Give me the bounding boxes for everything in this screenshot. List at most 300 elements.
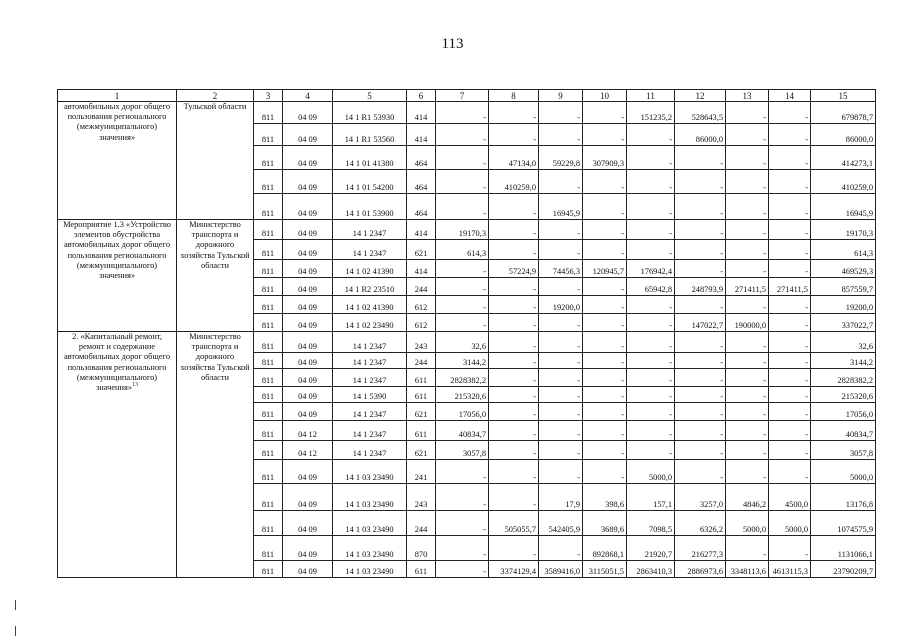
table-cell: - [726,353,769,369]
table-cell: 17056,0 [436,403,489,421]
table-cell: 04 09 [283,511,333,536]
table-cell: 811 [254,146,283,170]
table-cell: 811 [254,484,283,511]
column-header: 15 [811,90,876,102]
table-cell: - [436,296,489,314]
table-cell: 414 [407,124,436,146]
table-cell: 244 [407,511,436,536]
program-name-cell [58,332,177,578]
table-cell: - [726,296,769,314]
table-cell: - [539,369,583,387]
table-cell: - [726,332,769,353]
table-cell: 857559,7 [811,278,876,296]
table-cell: 3115051,5 [583,561,627,578]
table-cell: 04 09 [283,536,333,561]
table-cell: 13176,8 [811,484,876,511]
table-cell: - [627,387,675,403]
table-cell: 3057,8 [436,441,489,460]
column-header: 7 [436,90,489,102]
table-cell: - [489,460,539,484]
table-cell: 621 [407,403,436,421]
table-cell: 14 1 R2 23510 [333,278,407,296]
table-cell: 3589416,0 [539,561,583,578]
table-cell: 86000,0 [675,124,726,146]
table-cell: 16945,9 [539,194,583,220]
table-cell: - [436,561,489,578]
table-cell: 14 1 2347 [333,403,407,421]
table-cell: - [489,314,539,332]
table-cell: - [489,387,539,403]
table-cell: - [769,102,811,124]
table-cell: 57224,9 [489,260,539,278]
table-cell: - [627,170,675,194]
table-cell: - [627,194,675,220]
table-cell: 244 [407,353,436,369]
table-cell: 04 09 [283,102,333,124]
column-header: 3 [254,90,283,102]
table-cell: - [675,369,726,387]
program-name-cell [58,220,177,332]
margin-mark [15,626,16,636]
table-cell: 23790209,7 [811,561,876,578]
margin-mark [15,600,16,610]
table-cell: - [583,102,627,124]
table-cell: - [539,240,583,260]
table-cell: 14 1 2347 [333,441,407,460]
table-cell: - [627,421,675,441]
table-cell: - [769,260,811,278]
table-cell: - [583,278,627,296]
table-cell: - [726,369,769,387]
table-cell: 621 [407,441,436,460]
table-cell: - [436,511,489,536]
table-cell: - [539,102,583,124]
table-cell: 892868,1 [583,536,627,561]
table-cell: - [675,296,726,314]
table-cell: 04 09 [283,296,333,314]
table-cell: 04 09 [283,194,333,220]
table-cell: 271411,5 [769,278,811,296]
responsible-org: Тульской области [177,102,254,220]
table-cell: 04 09 [283,369,333,387]
table-cell: 414 [407,102,436,124]
table-cell: 337022,7 [811,314,876,332]
table-cell: - [769,387,811,403]
table-cell: 414 [407,260,436,278]
table-cell: 243 [407,332,436,353]
table-cell: 14 1 03 23490 [333,511,407,536]
table-cell: 14 1 2347 [333,421,407,441]
table-cell: 811 [254,421,283,441]
table-cell: - [627,314,675,332]
table-cell: 190000,0 [726,314,769,332]
table-cell: - [769,421,811,441]
table-cell: - [436,146,489,170]
table-cell: 611 [407,421,436,441]
budget-table [57,89,876,578]
table-cell: - [769,194,811,220]
table-cell: - [726,460,769,484]
table-cell: 14 1 03 23490 [333,484,407,511]
table-cell: 147022,7 [675,314,726,332]
table-cell: - [675,260,726,278]
table-cell: - [675,220,726,240]
table-cell: - [769,170,811,194]
table-cell: 528643,5 [675,102,726,124]
table-cell: 621 [407,240,436,260]
table-cell: 04 09 [283,124,333,146]
table-cell: 14 1 02 41390 [333,260,407,278]
table-cell: - [436,260,489,278]
table-cell: 611 [407,369,436,387]
table-cell: - [726,441,769,460]
page-number: 113 [441,36,464,52]
table-cell: 74456,3 [539,260,583,278]
table-cell: 679878,7 [811,102,876,124]
table-cell: - [726,260,769,278]
table-cell: 414273,1 [811,146,876,170]
table-cell: 811 [254,102,283,124]
table-cell: 6326,2 [675,511,726,536]
table-row [58,220,876,240]
table-cell: 3144,2 [436,353,489,369]
table-cell: - [539,387,583,403]
table-cell: 611 [407,387,436,403]
table-cell: - [436,124,489,146]
table-cell: 04 09 [283,403,333,421]
table-cell: - [726,220,769,240]
table-cell: 14 1 02 23490 [333,314,407,332]
column-header: 12 [675,90,726,102]
table-cell: 17056,0 [811,403,876,421]
table-cell: - [675,240,726,260]
table-cell: - [539,536,583,561]
table-cell: 241 [407,460,436,484]
table-cell: 811 [254,278,283,296]
table-cell: - [627,441,675,460]
table-cell: 32,6 [436,332,489,353]
table-cell: 3689,6 [583,511,627,536]
column-header: 11 [627,90,675,102]
table-cell: - [627,369,675,387]
table-cell: - [489,194,539,220]
table-cell: 612 [407,314,436,332]
table-cell: - [675,332,726,353]
table-cell: - [675,403,726,421]
table-cell: 3144,2 [811,353,876,369]
table-cell: 1131066,1 [811,536,876,561]
table-cell: 811 [254,403,283,421]
table-cell: 811 [254,369,283,387]
table-cell: 811 [254,441,283,460]
table-cell: 14 1 2347 [333,353,407,369]
table-cell: 811 [254,240,283,260]
table-cell: - [726,387,769,403]
table-cell: 04 09 [283,332,333,353]
table-cell: 811 [254,170,283,194]
table-cell: 16945,9 [811,194,876,220]
footnote-ref: 13 [132,382,139,389]
responsible-org: Министерство транспорта и дорожного хозяйства Тульской области [177,220,254,332]
table-cell: 32,6 [811,332,876,353]
table-cell: - [583,220,627,240]
table-cell: - [489,102,539,124]
table-cell: - [726,403,769,421]
table-row [58,332,876,353]
table-cell: - [539,403,583,421]
table-cell: 47134,0 [489,146,539,170]
table-cell: - [627,296,675,314]
table-cell: 811 [254,536,283,561]
table-cell: 612 [407,296,436,314]
table-cell: 243 [407,484,436,511]
table-cell: 215320,6 [811,387,876,403]
table-cell: 04 09 [283,484,333,511]
table-cell: - [489,421,539,441]
table-cell: - [675,194,726,220]
table-cell: - [539,332,583,353]
column-header: 2 [177,90,254,102]
table-cell: - [769,314,811,332]
table-cell: 469529,3 [811,260,876,278]
table-cell: 271411,5 [726,278,769,296]
table-cell: 04 09 [283,146,333,170]
table-cell: 04 12 [283,421,333,441]
table-cell: 14 1 5390 [333,387,407,403]
table-cell: 614,3 [811,240,876,260]
program-name-cell [58,102,177,220]
table-cell: - [769,332,811,353]
table-cell: 811 [254,220,283,240]
table-cell: - [489,441,539,460]
table-cell: 464 [407,170,436,194]
table-cell: - [627,146,675,170]
table-cell: - [675,170,726,194]
table-cell: 3348113,6 [726,561,769,578]
table-cell: 811 [254,511,283,536]
table-cell: 14 1 03 23490 [333,536,407,561]
table-cell: 870 [407,536,436,561]
table-cell: - [769,369,811,387]
table-cell: - [583,240,627,260]
table-cell: 14 1 03 23490 [333,561,407,578]
table-cell: 611 [407,561,436,578]
table-cell: - [627,332,675,353]
table-cell: 811 [254,561,283,578]
table-cell: 2886973,6 [675,561,726,578]
table-cell: - [436,314,489,332]
table-cell: 19170,3 [811,220,876,240]
table-cell: - [769,403,811,421]
table-cell: 5000,0 [811,460,876,484]
column-header: 8 [489,90,539,102]
program-name: автомобильных дорог общего пользования регионального (межмуниципального) значения» [63,102,171,142]
table-cell: 17,9 [539,484,583,511]
table-cell: - [489,296,539,314]
table-cell: - [726,194,769,220]
table-cell: 04 09 [283,314,333,332]
table-cell: - [769,240,811,260]
table-cell: 811 [254,387,283,403]
table-cell: 21920,7 [627,536,675,561]
table-cell: 04 09 [283,240,333,260]
table-cell: - [436,536,489,561]
table-cell: 248793,9 [675,278,726,296]
table-cell: - [489,220,539,240]
table-cell: 04 09 [283,353,333,369]
table-cell: 414 [407,220,436,240]
table-cell: - [726,421,769,441]
table-cell: - [726,146,769,170]
table-cell: - [675,353,726,369]
table-cell: 14 1 2347 [333,369,407,387]
table-cell: - [583,421,627,441]
table-cell: - [726,102,769,124]
table-cell: - [627,220,675,240]
table-cell: - [539,170,583,194]
table-cell: - [675,146,726,170]
table-cell: 244 [407,278,436,296]
table-cell: 410259,0 [489,170,539,194]
table-cell: 19170,3 [436,220,489,240]
table-cell: - [627,403,675,421]
table-cell: 14 1 R1 53930 [333,102,407,124]
table-cell: - [539,421,583,441]
table-cell: - [675,460,726,484]
table-cell: 14 1 2347 [333,220,407,240]
table-cell: - [583,314,627,332]
table-cell: 3374129,4 [489,561,539,578]
table-cell: - [436,460,489,484]
table-cell: - [489,332,539,353]
column-header: 13 [726,90,769,102]
table-cell: - [675,441,726,460]
table-cell: 811 [254,332,283,353]
table-cell: - [489,240,539,260]
column-header: 9 [539,90,583,102]
table-cell: - [769,296,811,314]
table-cell: - [539,441,583,460]
column-header: 4 [283,90,333,102]
table-cell: - [489,403,539,421]
table-cell: - [769,460,811,484]
table-cell: - [539,278,583,296]
table-cell: 151235,2 [627,102,675,124]
table-cell: 811 [254,460,283,484]
table-cell: 04 09 [283,260,333,278]
table-cell: - [539,460,583,484]
table-cell: 2828382,2 [436,369,489,387]
table-cell: 04 09 [283,561,333,578]
table-cell: 14 1 03 23490 [333,460,407,484]
table-cell: - [489,353,539,369]
table-cell: 5000,0 [726,511,769,536]
table-cell: - [769,220,811,240]
table-cell: 59229,8 [539,146,583,170]
table-cell: 1074575,9 [811,511,876,536]
table-cell: - [583,403,627,421]
table-row [58,102,876,124]
table-cell: 3057,8 [811,441,876,460]
header-row [58,90,876,102]
table-cell: 14 1 01 41380 [333,146,407,170]
table-cell: - [539,314,583,332]
table-cell: - [675,421,726,441]
table-cell: 215320,6 [436,387,489,403]
table-cell: 04 09 [283,387,333,403]
table-cell: - [675,387,726,403]
table-cell: - [436,170,489,194]
table-cell: - [583,460,627,484]
table-cell: 811 [254,314,283,332]
table-cell: - [489,536,539,561]
table-cell: - [436,102,489,124]
column-header: 1 [58,90,177,102]
table-cell: 542405,9 [539,511,583,536]
table-cell: - [489,484,539,511]
table-cell: 04 09 [283,220,333,240]
table-cell: 4500,0 [769,484,811,511]
table-cell: 811 [254,124,283,146]
table-cell: 811 [254,194,283,220]
table-cell: - [583,369,627,387]
table-cell: 120945,7 [583,260,627,278]
table-cell: 14 1 R1 53560 [333,124,407,146]
table-cell: 3257,0 [675,484,726,511]
table-cell: 811 [254,260,283,278]
table-cell: 65942,8 [627,278,675,296]
table-cell: - [769,441,811,460]
table-cell: 14 1 02 41390 [333,296,407,314]
table-cell: 5000,0 [627,460,675,484]
table-cell: - [627,124,675,146]
table-cell: - [726,170,769,194]
table-cell: 14 1 2347 [333,240,407,260]
table-cell: - [583,296,627,314]
table-cell: 4846,2 [726,484,769,511]
table-cell: - [436,278,489,296]
table-cell: - [769,353,811,369]
table-cell: - [583,441,627,460]
table-cell: 7098,5 [627,511,675,536]
table-cell: 2828382,2 [811,369,876,387]
table-cell: - [726,124,769,146]
table-cell: - [436,484,489,511]
table-cell: - [726,536,769,561]
table-cell: 40834,7 [811,421,876,441]
table-cell: 2863410,3 [627,561,675,578]
column-header: 14 [769,90,811,102]
table-cell: 04 09 [283,170,333,194]
table-cell: 216277,3 [675,536,726,561]
table-cell: - [583,194,627,220]
column-header: 10 [583,90,627,102]
column-header: 6 [407,90,436,102]
table-cell: 614,3 [436,240,489,260]
table-cell: 505055,7 [489,511,539,536]
table-cell: 86000,0 [811,124,876,146]
table-cell: - [627,353,675,369]
program-name: Мероприятие 1.3 «Устройство элементов обустройства автомобильных дорог общего пользования регионального (межмуниципального) значения» [63,220,171,281]
table-cell: 40834,7 [436,421,489,441]
table-cell: - [489,369,539,387]
table-cell: 14 1 01 54200 [333,170,407,194]
program-name: 2. «Капитальный ремонт, ремонт и содержание автомобильных дорог общего пользования регионального (межмуниципального) значения» [63,332,171,393]
table-cell: - [489,278,539,296]
table-cell: - [539,353,583,369]
table-cell: 811 [254,353,283,369]
table-cell: - [726,240,769,260]
